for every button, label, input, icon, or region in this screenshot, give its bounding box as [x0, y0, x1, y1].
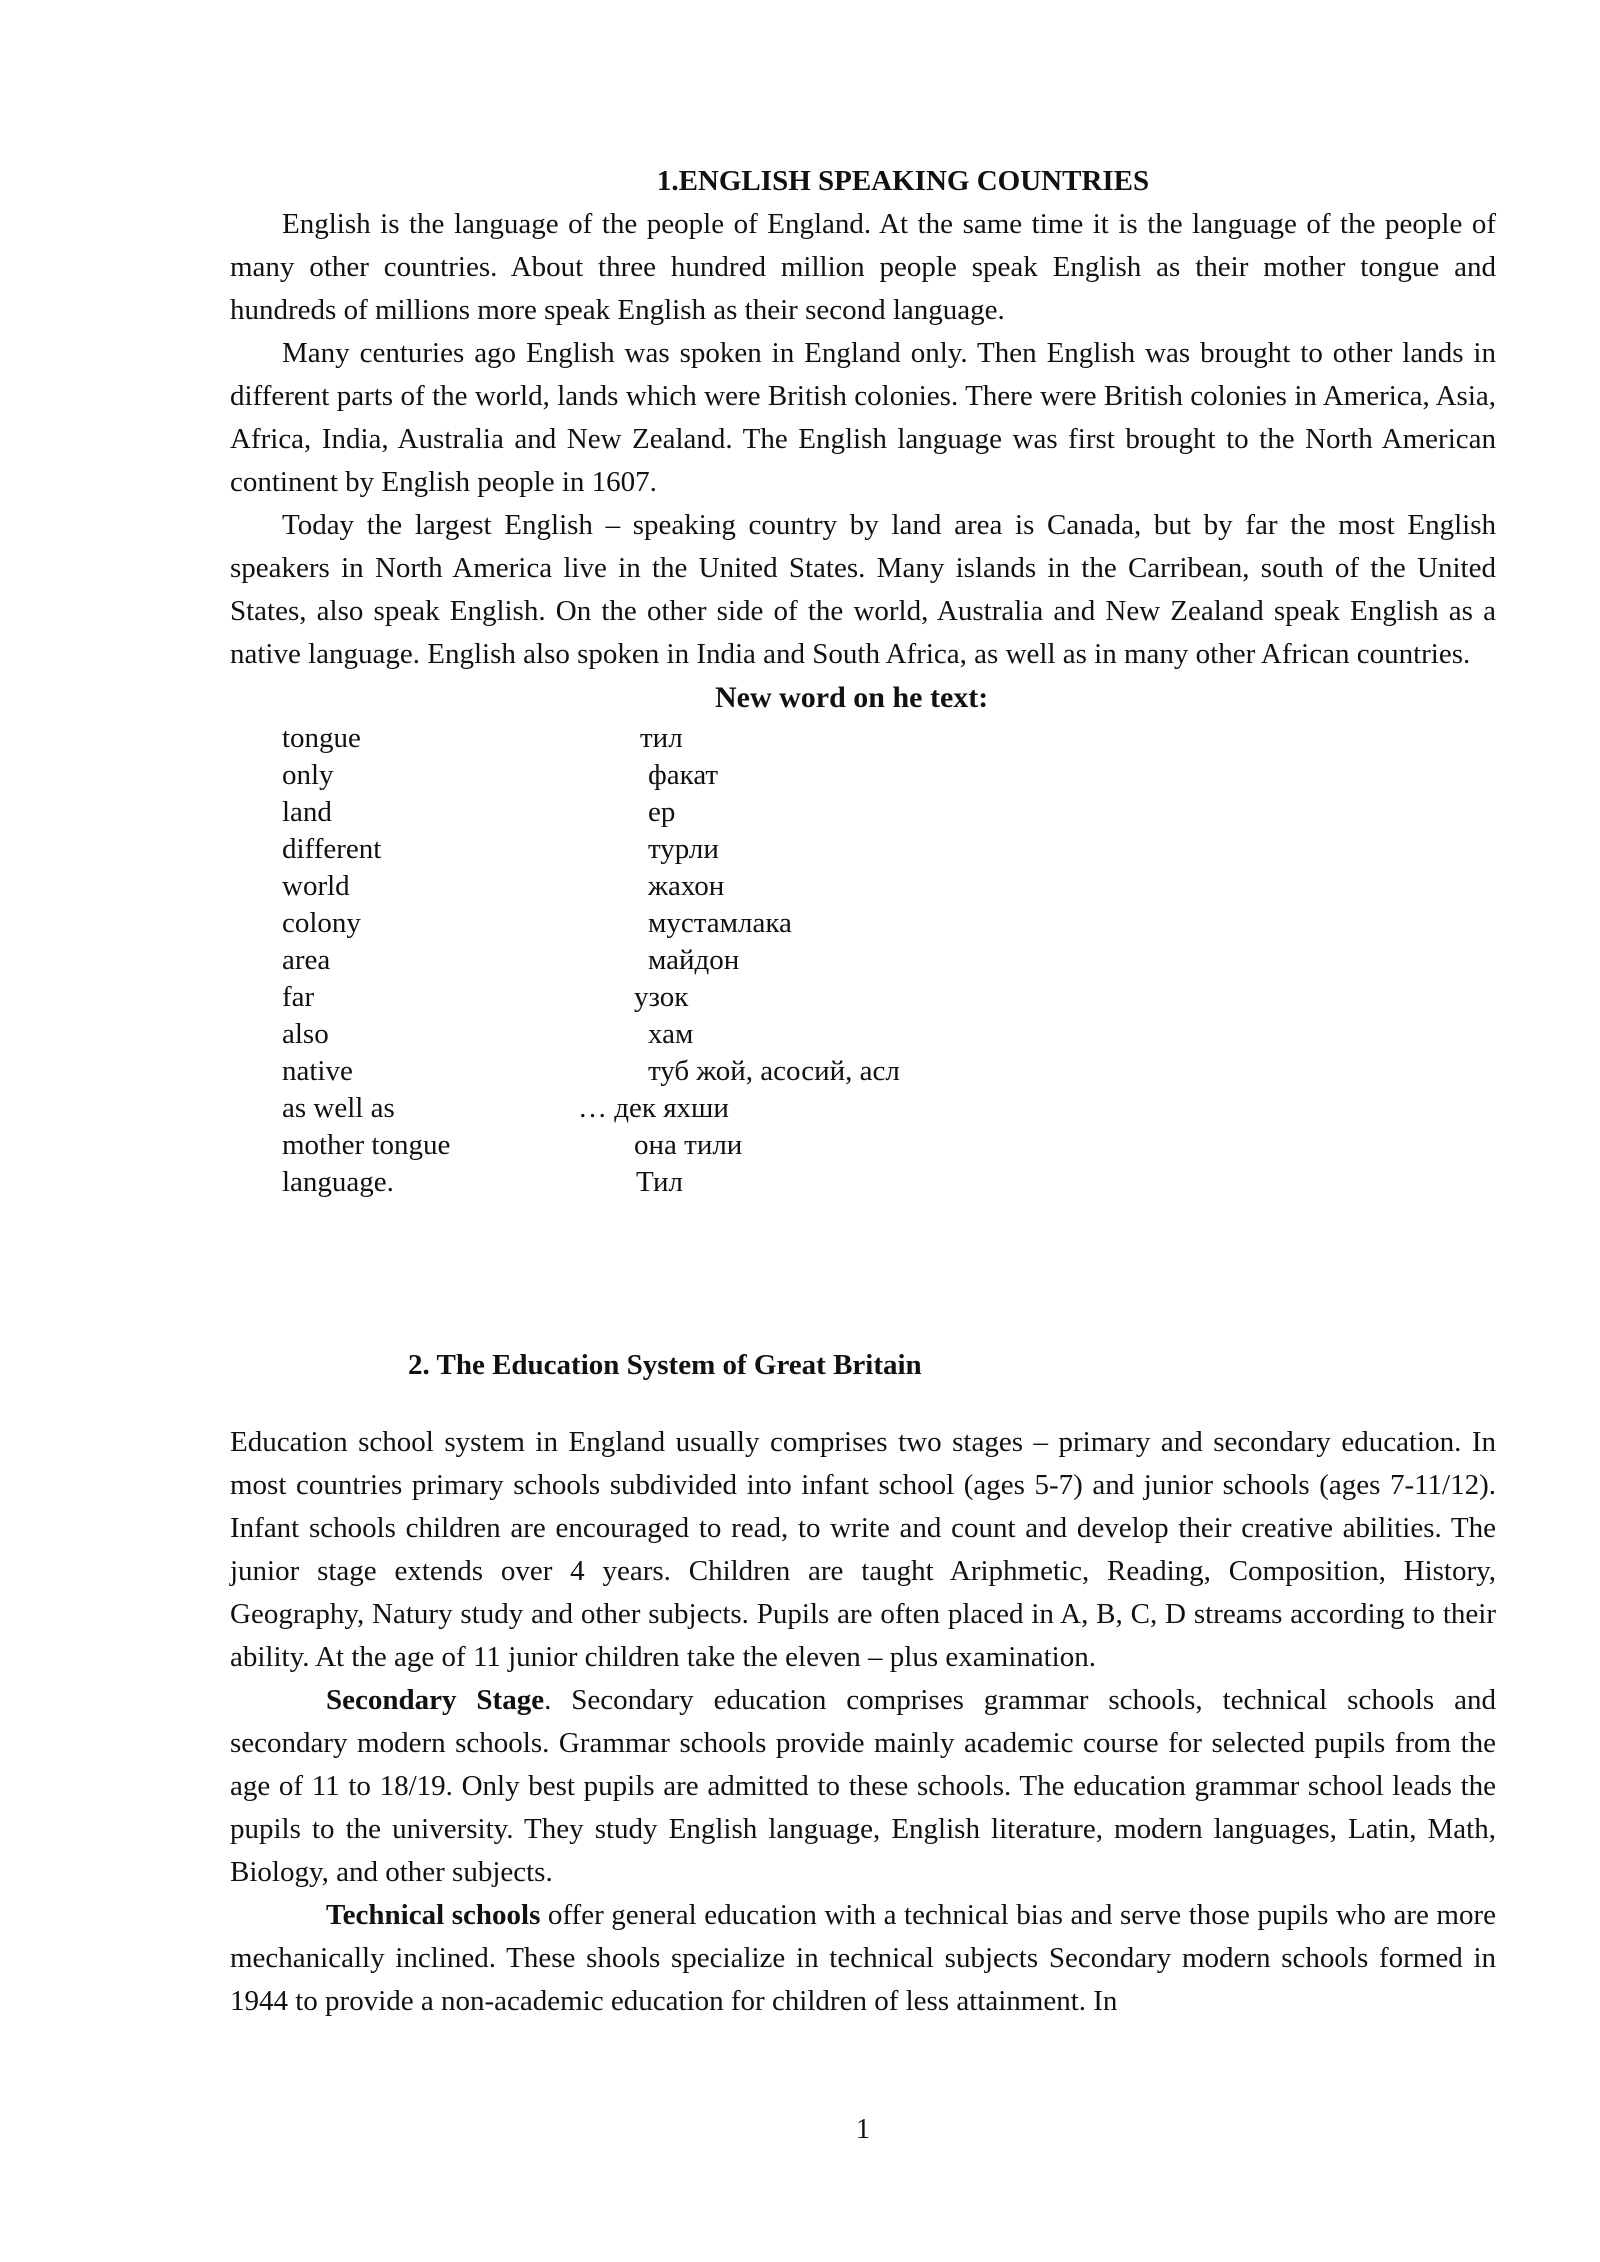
section1-paragraph-3: Today the largest English – speaking country by land area is Canada, but by far the most English speakers in North America live in the United States. Many islands in the Carribean, south of the United States, also speak English. On the other side of the world, Australia and New Zealand speak English as a native language. English also spoken in India and South Africa, as well as in many other African countries.	[230, 509, 1496, 670]
word-translation: турли	[648, 833, 719, 865]
section1-title: 1.ENGLISH SPEAKING COUNTRIES	[656, 165, 1150, 197]
word-english: language.	[282, 1166, 394, 1198]
word-english: as well as	[282, 1092, 395, 1124]
secondary-stage-heading: Secondary Stage	[326, 1684, 545, 1716]
word-translation: ер	[648, 796, 676, 828]
word-english: tongue	[282, 722, 361, 754]
word-translation: жахон	[648, 870, 725, 902]
section2-technical-paragraph	[230, 1894, 1496, 2023]
word-translation: узок	[634, 981, 689, 1013]
word-translation: хам	[648, 1018, 694, 1050]
word-english: only	[282, 759, 334, 791]
section2-intro: Education school system in England usually comprises two stages – primary and secondary education. In most countries primary schools subdivided into infant school (ages 5-7) and junior schools (ages 7-11/12). Infant schools children are encouraged to read, to write and count and develop their creative abilities. The junior stage extends over 4 years. Children are taught Ariphmetic, Reading, Composition, History, Geography, Natury study and other subjects. Pupils are often placed in A, B, C, D streams according to their ability. At the age of 11 junior children take the eleven – plus examination.	[230, 1426, 1496, 1673]
word-translation: тил	[640, 722, 683, 754]
word-english: area	[282, 944, 331, 976]
word-translation: … дек яхши	[578, 1092, 729, 1124]
word-translation: она тили	[634, 1129, 743, 1161]
word-translation: туб жой, асосий, асл	[648, 1055, 900, 1087]
word-english: native	[282, 1055, 353, 1087]
word-english: also	[282, 1018, 329, 1050]
section1-paragraph-1: English is the language of the people of England. At the same time it is the language of the people of many other countries. About three hundred million people speak English as their mother tongue and hundreds of millions more speak English as their second language.	[230, 208, 1496, 326]
word-translation: майдон	[648, 944, 740, 976]
document-page	[230, 160, 1496, 2023]
word-translation: факат	[648, 759, 719, 791]
secondary-stage-text: . Secondary education comprises grammar schools, technical schools and secondary modern schools. Grammar schools provide mainly academic course for selected pupils from the age of 11 to 18/19. Only best pupils are admitted to these schools. The education grammar school leads the pupils to the university. They study English language, English literature, modern languages, Latin, Math, Biology, and other subjects.	[230, 1684, 1496, 1888]
word-english: different	[282, 833, 382, 865]
word-english: world	[282, 870, 350, 902]
section2-title: 2. The Education System of Great Britain	[408, 1349, 922, 1381]
word-english: far	[282, 981, 315, 1013]
section1-paragraph-2: Many centuries ago English was spoken in England only. Then English was brought to other lands in different parts of the world, lands which were British colonies. There were British colonies in America, Asia, Africa, India, Australia and New Zealand. The English language was first brought to the North American continent by English people in 1607.	[230, 337, 1496, 498]
technical-schools-text: offer general education with a technical bias and serve those pupils who are more mechanically inclined. These shools specialize in technical subjects Secondary modern schools formed in 1944 to provide a non-academic education for children of less attainment. In	[230, 1899, 1496, 2017]
wordlist-title: New word on he text:	[715, 681, 989, 714]
word-english: land	[282, 796, 332, 828]
section2-secondary-paragraph	[230, 1679, 1496, 1894]
page-number: 1	[855, 2113, 871, 2145]
wordlist	[230, 719, 1496, 1214]
word-translation: Тил	[636, 1166, 683, 1198]
word-translation: мустамлака	[648, 907, 792, 939]
technical-schools-heading: Technical schools	[326, 1899, 541, 1931]
word-english: colony	[282, 907, 361, 939]
word-english: mother tongue	[282, 1129, 451, 1161]
